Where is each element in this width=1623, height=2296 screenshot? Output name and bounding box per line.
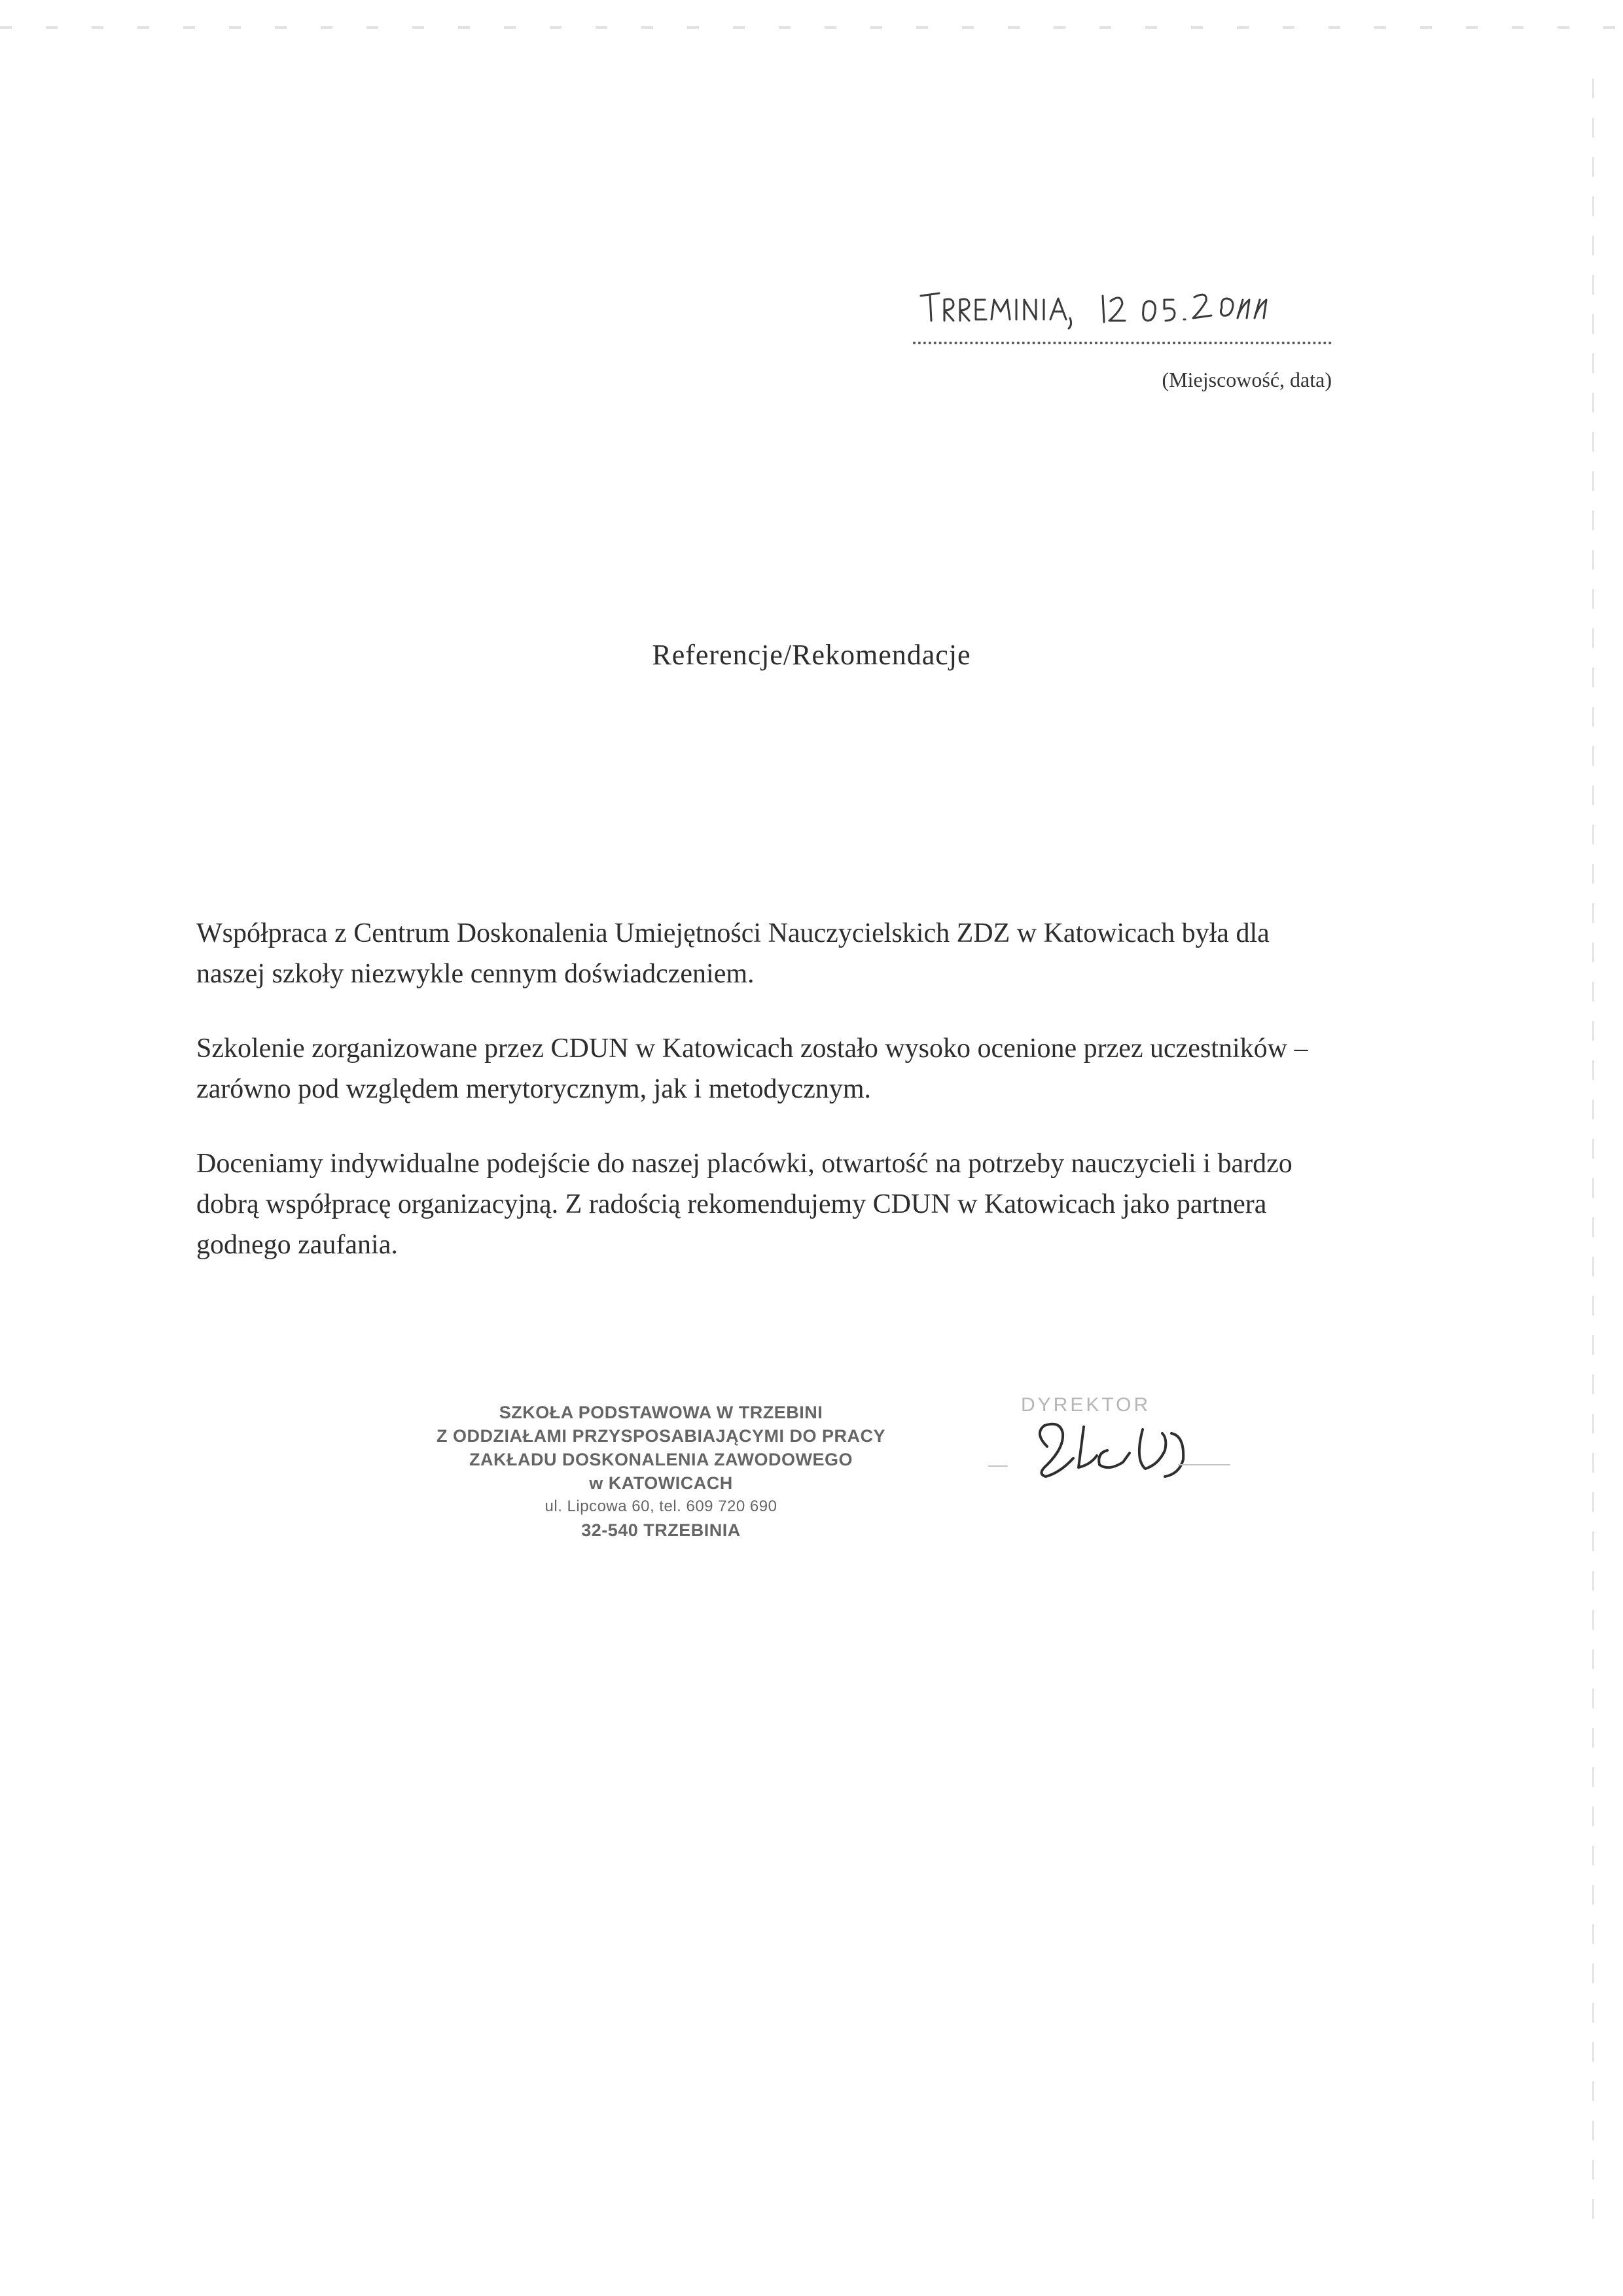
page-title: Referencje/Rekomendacje xyxy=(652,639,971,671)
school-stamp xyxy=(432,1401,890,1542)
date-caption: (Miejscowość, data) xyxy=(1162,368,1332,391)
stamp-line-1: SZKOŁA PODSTAWOWA W TRZEBINI xyxy=(499,1403,823,1422)
signature-area xyxy=(969,1388,1243,1505)
stamp-line-2: Z ODDZIAŁAMI PRZYSPOSABIAJĄCYMI DO PRACY xyxy=(436,1426,886,1446)
paragraph-1: Współpraca z Centrum Doskonalenia Umiejętności Nauczycielskich ZDZ w Katowicach była dla naszej szkoły niezwykle cennym doświadczeniem. xyxy=(196,918,1270,989)
scan-edge-right xyxy=(1592,79,1594,2238)
stamp-line-3: ZAKŁADU DOSKONALENIA ZAWODOWEGO xyxy=(469,1450,853,1469)
director-stamp-text: DYREKTOR xyxy=(1021,1394,1151,1416)
date-dotted-line xyxy=(913,342,1332,344)
paragraph-3: Doceniamy indywidualne podejście do naszej placówki, otwartość na potrzeby nauczycieli i bardzo dobrą współpracę organizacyjną. Z radością rekomendujemy CDUN w Katowicach jako partnera godnego zaufania. xyxy=(196,1149,1293,1260)
date-handwritten xyxy=(913,281,1332,340)
scan-edge-top xyxy=(0,26,1623,29)
stamp-line-6: 32-540 TRZEBINIA xyxy=(581,1520,741,1540)
date-handwriting-image xyxy=(913,281,1332,340)
stamp-line-4: w KATOWICACH xyxy=(589,1473,733,1493)
letter-body xyxy=(196,913,1322,1299)
stamp-line-5: ul. Lipcowa 60, tel. 609 720 690 xyxy=(544,1498,777,1515)
paragraph-2: Szkolenie zorganizowane przez CDUN w Katowicach zostało wysoko ocenione przez uczestników – zarówno pod względem merytorycznym, jak i metodycznym. xyxy=(196,1033,1308,1104)
